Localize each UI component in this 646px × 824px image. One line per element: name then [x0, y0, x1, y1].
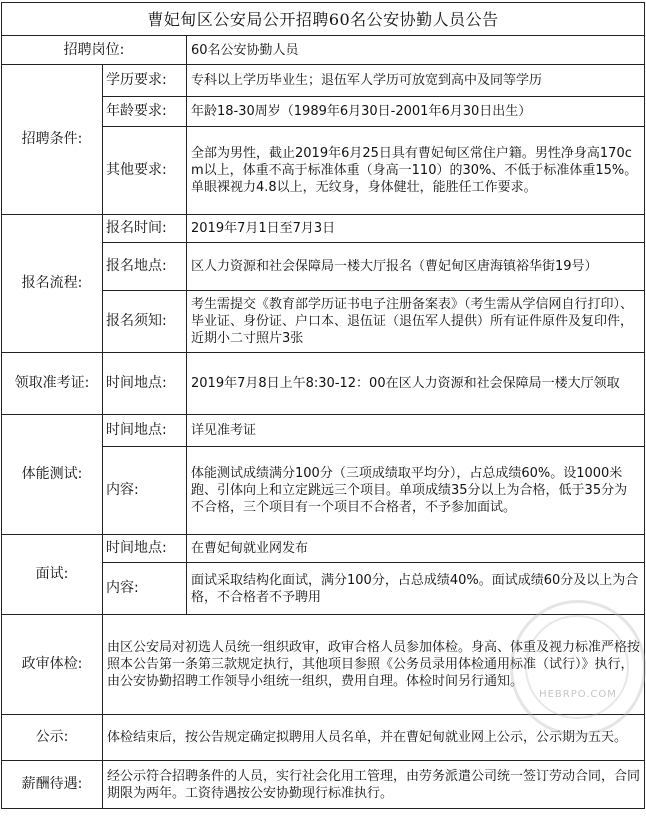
age-value: 年龄18-30周岁（1989年6月30日-2001年6月30日出生） — [187, 97, 645, 127]
review-value: 由区公安局对初选人员统一组织政审，政审合格人员参加体检。身高、体重及视力标准严格按照本公告第一条第三款规定执行，其他项目参照《公务员录用体检通用标准（试行）》执行，由公安协勤招聘工作领导小组统一组织，费用自理。体检时间另行通知。 — [103, 615, 645, 715]
other-value: 全部为男性，截止2019年6月25日具有曹妃甸区常住户籍。男性净身高170cm以上，体重不高于标准体重（身高一110）的30%、不低于标准体重15%。单眼裸视力4.8以上，无纹身，身体健壮，能胜任工作要求。 — [187, 127, 645, 215]
physical-timeplace-label: 时间地点: — [103, 415, 187, 447]
education-label: 学历要求: — [103, 65, 187, 97]
row-education — [2, 65, 645, 97]
physical-content-label: 内容: — [103, 447, 187, 535]
row-reg-time — [2, 215, 645, 243]
interview-content-value: 面试采取结构化面试，满分100分，占总成绩40%。面试成绩60分及以上为合格，不合格者不予聘用 — [187, 563, 645, 615]
row-physical-timeplace — [2, 415, 645, 447]
interview-label: 面试: — [2, 535, 103, 615]
salary-label: 薪酬待遇: — [2, 761, 103, 809]
row-review — [2, 615, 645, 715]
interview-content-label: 内容: — [103, 563, 187, 615]
physical-content-value: 体能测试成绩满分100分（三项成绩取平均分），占总成绩60%。设1000米跑、引体向上和立定跳远三个项目。单项成绩35分以上为合格，低于35分为不合格，三个项目有一个项目不合格者，不予参加面试。 — [187, 447, 645, 535]
position-value: 60名公安协勤人员 — [187, 36, 645, 65]
reg-notes-label: 报名须知: — [103, 291, 187, 353]
physical-label: 体能测试: — [2, 415, 103, 535]
admission-timeplace-label: 时间地点: — [103, 353, 187, 415]
review-label: 政审体检: — [2, 615, 103, 715]
position-label: 招聘岗位: — [2, 36, 187, 65]
publicity-label: 公示: — [2, 715, 103, 761]
row-position — [2, 36, 645, 65]
education-value: 专科以上学历毕业生；退伍军人学历可放宽到高中及同等学历 — [187, 65, 645, 97]
row-salary — [2, 761, 645, 809]
watermark-text: HEBRPO.COM — [539, 689, 617, 700]
reg-time-value: 2019年7月1日至7月3日 — [187, 215, 645, 243]
age-label: 年龄要求: — [103, 97, 187, 127]
row-interview-timeplace — [2, 535, 645, 563]
row-admission — [2, 353, 645, 415]
admission-timeplace-value: 2019年7月8日上午8:30-12：00在区人力资源和社会保障局一楼大厅领取 — [187, 353, 645, 415]
physical-timeplace-value: 详见准考证 — [187, 415, 645, 447]
row-publicity — [2, 715, 645, 761]
registration-label: 报名流程: — [2, 215, 103, 353]
interview-timeplace-label: 时间地点: — [103, 535, 187, 563]
announcement-title: 曹妃甸区公安局公开招聘60名公安协勤人员公告 — [2, 3, 645, 36]
admission-label: 领取准考证: — [2, 353, 103, 415]
announcement-table — [1, 2, 645, 809]
other-label: 其他要求: — [103, 127, 187, 215]
interview-timeplace-value: 在曹妃甸就业网发布 — [187, 535, 645, 563]
reg-place-label: 报名地点: — [103, 243, 187, 291]
reg-place-value: 区人力资源和社会保障局一楼大厅报名（曹妃甸区唐海镇裕华街19号） — [187, 243, 645, 291]
title-row — [2, 3, 645, 36]
reg-time-label: 报名时间: — [103, 215, 187, 243]
conditions-label: 招聘条件: — [2, 65, 103, 215]
salary-value: 经公示符合招聘条件的人员，实行社会化用工管理，由劳务派遣公司统一签订劳动合同，合同期限为两年。工资待遇按公安协勤现行标准执行。 — [103, 761, 645, 809]
reg-notes-value: 考生需提交《教育部学历证书电子注册备案表》（考生需从学信网自行打印）、毕业证、身份证、户口本、退伍证（退伍军人提供）所有证件原件及复印件，近期小二寸照片3张 — [187, 291, 645, 353]
publicity-value: 体检结束后，按公告规定确定拟聘用人员名单，并在曹妃甸就业网上公示，公示期为五天。 — [103, 715, 645, 761]
